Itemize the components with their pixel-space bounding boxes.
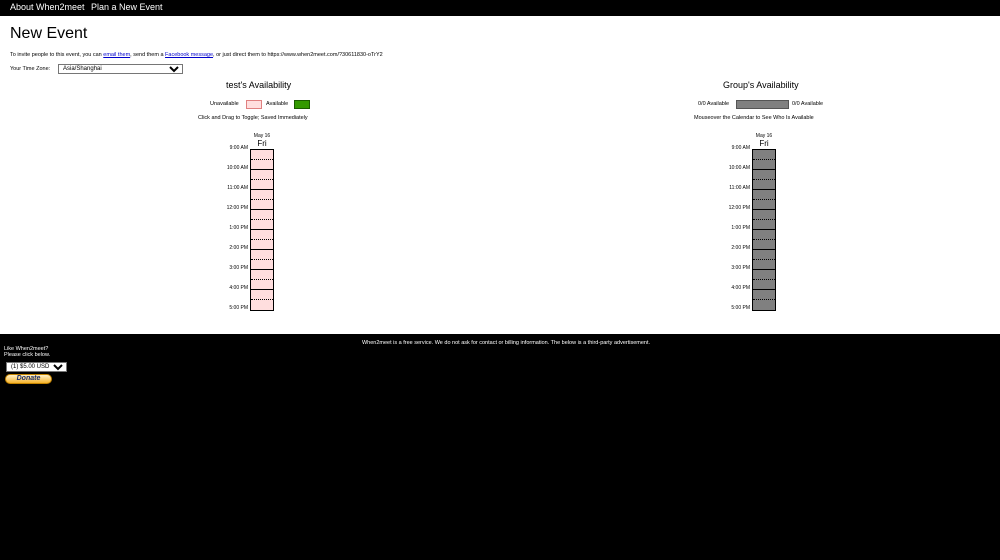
timezone-select[interactable] bbox=[58, 64, 183, 74]
group-heading: Group's Availability bbox=[723, 80, 799, 90]
group-left-label: 0/0 Available bbox=[698, 101, 730, 107]
event-panel bbox=[0, 16, 1000, 334]
time-slot-cell[interactable] bbox=[251, 250, 273, 260]
time-slot-cell[interactable] bbox=[251, 300, 273, 310]
invite-mid: , send them a bbox=[130, 52, 166, 58]
time-slot-cell[interactable] bbox=[251, 160, 273, 170]
donate-box bbox=[4, 346, 51, 382]
group-gradient-bar bbox=[736, 100, 789, 109]
footer-note: When2meet is a free service. We do not ask for contact or billing information. The below is a third-party advertisement. bbox=[361, 340, 651, 346]
group-grid[interactable] bbox=[752, 149, 776, 311]
time-slot-cell[interactable] bbox=[251, 260, 273, 270]
time-label: 12:00 PM bbox=[728, 205, 750, 211]
personal-grid[interactable] bbox=[250, 149, 274, 311]
time-slot-cell[interactable] bbox=[251, 200, 273, 210]
personal-heading: test's Availability bbox=[226, 80, 292, 90]
time-slot-cell[interactable] bbox=[251, 210, 273, 220]
group-right-label: 0/0 Available bbox=[792, 101, 824, 107]
donate-button[interactable]: Donate bbox=[5, 374, 52, 384]
time-label: 2:00 PM bbox=[731, 245, 750, 251]
donate-click-text: Please click below. bbox=[4, 352, 51, 358]
donate-amount-select[interactable] bbox=[6, 362, 67, 372]
group-date: May 16 bbox=[755, 133, 773, 139]
time-slot-cell[interactable] bbox=[251, 290, 273, 300]
time-label: 9:00 AM bbox=[229, 145, 248, 151]
time-slot-cell[interactable] bbox=[753, 290, 775, 300]
time-slot-cell[interactable] bbox=[251, 240, 273, 250]
time-label: 4:00 PM bbox=[731, 285, 750, 291]
page-title: New Event bbox=[10, 25, 88, 42]
time-slot-cell[interactable] bbox=[753, 200, 775, 210]
time-label: 1:00 PM bbox=[229, 225, 248, 231]
personal-day: Fri bbox=[257, 139, 267, 148]
time-label: 10:00 AM bbox=[728, 165, 750, 171]
time-label: 1:00 PM bbox=[731, 225, 750, 231]
time-slot-cell[interactable] bbox=[251, 190, 273, 200]
time-label: 4:00 PM bbox=[229, 285, 248, 291]
time-label: 3:00 PM bbox=[731, 265, 750, 271]
time-label: 2:00 PM bbox=[229, 245, 248, 251]
time-slot-cell[interactable] bbox=[753, 280, 775, 290]
nav-about-link[interactable]: About When2meet bbox=[10, 2, 85, 12]
time-slot-cell[interactable] bbox=[753, 230, 775, 240]
time-slot-cell[interactable] bbox=[251, 220, 273, 230]
time-slot-cell[interactable] bbox=[251, 280, 273, 290]
time-label: 11:00 AM bbox=[227, 185, 248, 191]
time-slot-cell[interactable] bbox=[753, 220, 775, 230]
personal-hint: Click and Drag to Toggle; Saved Immediately bbox=[198, 115, 308, 121]
invite-prefix: To invite people to this event, you can bbox=[10, 52, 104, 58]
group-hint: Mouseover the Calendar to See Who Is Available bbox=[694, 115, 814, 121]
available-label: Available bbox=[266, 101, 289, 107]
time-slot-cell[interactable] bbox=[251, 230, 273, 240]
time-slot-cell[interactable] bbox=[251, 180, 273, 190]
time-label: 5:00 PM bbox=[229, 305, 248, 311]
donate-like-text: Like When2meet? bbox=[4, 346, 49, 352]
invite-text bbox=[10, 52, 383, 58]
time-slot-cell[interactable] bbox=[753, 150, 775, 160]
unavailable-label: Unavailable bbox=[210, 101, 239, 107]
nav-plan-link[interactable]: Plan a New Event bbox=[91, 2, 163, 12]
time-label: 11:00 AM bbox=[729, 185, 750, 191]
time-slot-cell[interactable] bbox=[251, 150, 273, 160]
invite-suffix: , or just direct them to https://www.when2meet.com/?30611830-oTrY2 bbox=[213, 52, 383, 58]
time-slot-cell[interactable] bbox=[753, 160, 775, 170]
group-day: Fri bbox=[759, 139, 769, 148]
time-slot-cell[interactable] bbox=[753, 300, 775, 310]
time-slot-cell[interactable] bbox=[753, 250, 775, 260]
timezone-row bbox=[10, 66, 50, 72]
time-label: 5:00 PM bbox=[731, 305, 750, 311]
time-slot-cell[interactable] bbox=[753, 240, 775, 250]
time-slot-cell[interactable] bbox=[753, 270, 775, 280]
time-slot-cell[interactable] bbox=[753, 170, 775, 180]
time-slot-cell[interactable] bbox=[251, 170, 273, 180]
time-label: 3:00 PM bbox=[229, 265, 248, 271]
unavailable-swatch bbox=[246, 100, 262, 109]
email-link[interactable]: email them bbox=[103, 52, 131, 58]
time-label: 9:00 AM bbox=[731, 145, 750, 151]
time-slot-cell[interactable] bbox=[753, 190, 775, 200]
facebook-link[interactable]: Facebook message bbox=[165, 52, 214, 58]
time-label: 12:00 PM bbox=[226, 205, 248, 211]
time-slot-cell[interactable] bbox=[251, 270, 273, 280]
time-slot-cell[interactable] bbox=[753, 210, 775, 220]
time-slot-cell[interactable] bbox=[753, 260, 775, 270]
time-label: 10:00 AM bbox=[226, 165, 248, 171]
time-slot-cell[interactable] bbox=[753, 180, 775, 190]
personal-date: May 16 bbox=[253, 133, 271, 139]
top-nav bbox=[0, 0, 1000, 16]
available-swatch bbox=[294, 100, 310, 109]
timezone-label: Your Time Zone: bbox=[10, 66, 51, 72]
